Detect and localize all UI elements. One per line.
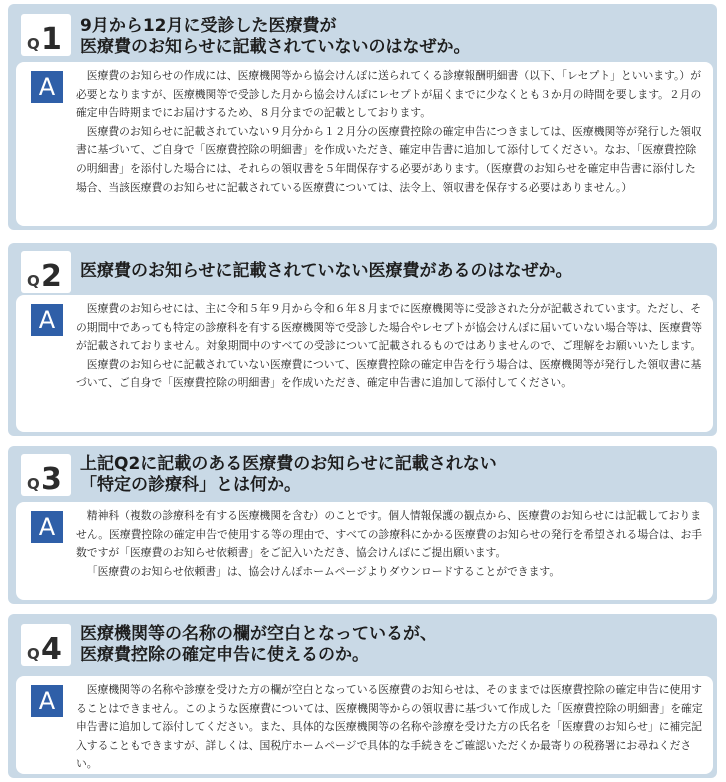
answer-box — [16, 502, 713, 600]
answer-text — [76, 300, 703, 393]
answer-paragraph: 医療費のお知らせに記載されていない医療費について、医療費控除の確定申告を行う場合は、医療機関等が発行した領収書に基づいて、ご自身で「医療費控除の明細書」を作成いただき、確定申告書に追加して添付してください。 — [76, 357, 702, 390]
faq-card-q2 — [8, 243, 717, 436]
answer-paragraph: 医療費のお知らせには、主に令和５年９月から令和６年８月までに医療機関等に受診された分が記載されています。ただし、その期間中であっても特定の診療科を有する医療機関等で受診した場合やレセプトが協会けんぽに届いていない場合等は、医療費等が記載されておりません。対象期間中のすべての受診について記載されるものではありませんので、ご理解をお願いいたします。 — [76, 302, 703, 353]
question-number-badge — [21, 454, 71, 496]
question-letter: Q — [27, 35, 40, 53]
question-letter: Q — [27, 272, 40, 290]
question-title: 上記Q2に記載のある医療費のお知らせに記載されない 「特定の診療科」とは何か。 — [80, 454, 497, 495]
question-letter: Q — [27, 645, 40, 663]
faq-card-q1 — [8, 4, 717, 230]
answer-text — [76, 681, 703, 774]
question-title: 9月から12月に受診した医療費が 医療費のお知らせに記載されていないのはなぜか。 — [80, 16, 471, 57]
question-title: 医療費のお知らせに記載されていない医療費があるのはなぜか。 — [80, 261, 573, 281]
answer-box — [16, 62, 713, 226]
faq-card-q3 — [8, 446, 717, 604]
answer-badge: A — [31, 304, 63, 336]
answer-paragraph: 精神科（複数の診療科を有する医療機関を含む）のことです。個人情報保護の観点から、医療費のお知らせには記載しておりません。医療費控除の確定申告で使用する等の理由で、すべての診療科にかかる医療費のお知らせの発行を希望される場合は、お手数ですが「医療費のお知らせ依頼書」をご記入いただき、協会けんぽにご提出願います。 — [76, 509, 703, 560]
answer-paragraph: 医療費のお知らせの作成には、医療機関等から協会けんぽに送られてくる診療報酬明細書（以下、「レセプト」といいます。）が必要となりますが、医療機関等で受診した月から協会けんぽにレセプトが届くまでに少なくとも３か月の時間を要します。２月の確定申告時期までにお届けするため、８月分までの記載としております。 — [76, 69, 702, 120]
answer-paragraph: 「医療費のお知らせ依頼書」は、協会けんぽホームページよりダウンロードすることができます。 — [86, 564, 561, 578]
question-number-badge — [21, 251, 71, 293]
answer-text — [76, 507, 703, 581]
question-number: 1 — [41, 22, 62, 57]
answer-badge: A — [31, 71, 63, 103]
question-title: 医療機関等の名称の欄が空白となっているが、 医療費控除の確定申告に使えるのか。 — [80, 624, 437, 665]
faq-card-q4 — [8, 614, 717, 778]
answer-paragraph: 医療機関等の名称や診療を受けた方の欄が空白となっている医療費のお知らせは、そのままでは医療費控除の確定申告に使用することはできません。このような医療費については、医療機関等からの領収書に基づいて作成した「医療費控除の明細書」を確定申告書に追加して添付してください。また、具体的な医療機関等の名称や診療を受けた方の氏名を「医療費のお知らせ」に補完記入することもできますが、詳しくは、国税庁ホームページで具体的な手続きをご確認いただくか最寄りの税務署にお尋ねください。 — [76, 683, 703, 771]
answer-badge: A — [31, 685, 63, 717]
answer-badge: A — [31, 511, 63, 543]
answer-text — [76, 67, 703, 197]
answer-box — [16, 295, 713, 432]
question-number: 2 — [41, 259, 62, 294]
question-number: 4 — [41, 632, 62, 667]
question-number-badge — [21, 14, 71, 56]
question-number-badge — [21, 624, 71, 666]
question-number: 3 — [41, 462, 62, 497]
answer-paragraph: 医療費のお知らせに記載されていない９月分から１２月分の医療費控除の確定申告につきましては、医療機関等が発行した領収書に基づいて、ご自身で「医療費控除の明細書」を作成いただき、確定申告書に追加して添付してください。なお、「医療費控除の明細書」を添付した場合には、それらの領収書を５年間保存する必要があります。（医療費のお知らせを確定申告書に添付した場合、当該医療費のお知らせに記載されている医療費については、法令上、領収書を保存する必要はありません。） — [76, 124, 702, 194]
answer-box — [16, 676, 713, 774]
question-letter: Q — [27, 475, 40, 493]
